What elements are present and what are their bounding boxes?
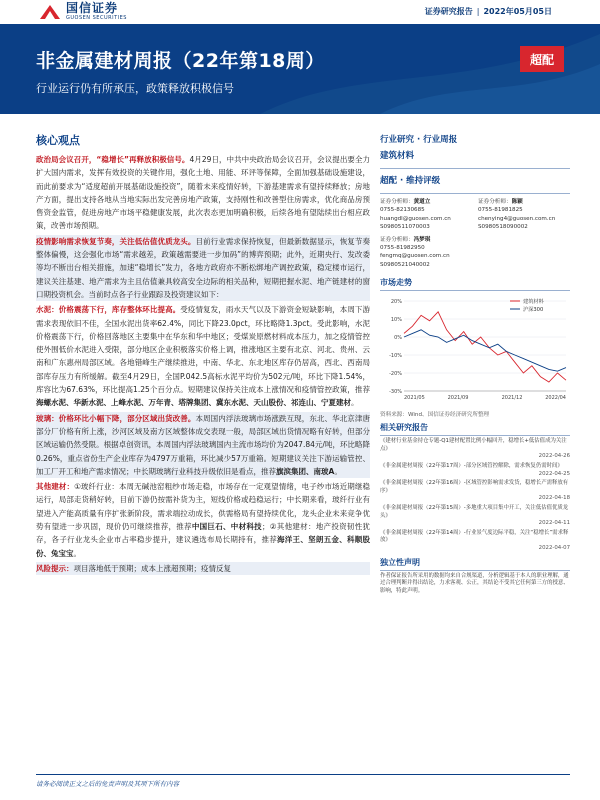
paragraph-lead: 其他建材： (36, 482, 75, 492)
recommended-stocks: 中国巨石、中材科技 (191, 522, 262, 532)
paragraph-body: 本周国内浮法玻璃市场涨跌互现，东北、华北京津唐部分厂价格有所上涨，沙河区域及南方区域整体成交表现一般，局部区域出货情况略有好转，但部分区域运输仍然受限。根据卓创资讯，本周国内浮法玻璃国内主流市场均价为2047.84元/吨，环比略降0.26%，重点省份生产企业库存为4797万重箱，环比减少57万重箱。短期建议关注下游运输管控、加工厂开工和地产需求情况；中长期玻璃行业科技升级依旧是看点，推荐 (36, 413, 370, 476)
independence-statement: 作者保证报告所采用的数据均来自合规渠道，分析逻辑基于本人的职业理解，通过合理判断并得出结论，力求客观、公正，其结论不受其它任何第三方的授意、影响，特此声明。 (380, 572, 569, 595)
related-report-date: 2022-04-18 (538, 495, 570, 502)
sidebar-rating: 超配 · 维持评级 (380, 176, 441, 186)
paragraph-lead: 政治局会议召开，“稳增长”再释放积极信号。 (36, 155, 190, 164)
paragraph-lead: 玻璃：价格环比小幅下降，部分区域出货改善。 (36, 413, 196, 423)
paragraph-policy (36, 153, 370, 233)
y-tick-label: -30% (389, 389, 402, 396)
y-tick-label: 20% (390, 299, 402, 306)
analyst-license: S0980511070003 (380, 224, 430, 231)
y-tick-label: 10% (390, 317, 402, 324)
related-reports-list (380, 438, 570, 552)
paragraph-body: 受疫情复发，雨水天气以及下游资金短缺影响，本周下游需求表现依旧不佳，全国水泥出货率62.4%，同比下降23.0pct，环比略降1.3pct。受此影响，水泥价格震荡下行，价格回落地区主要集中在华东和华中地区；受煤炭原燃材料成本压力，加之疫情管控使外围低价水泥进入受限，部分地区企业积极落实价格上调，推涨地区主要有北京、河北、贵州、云南和广东惠州局部区域。各地错峰生产继续推进，中南、华北、东北地区库存仍居高，西北、西南局部库存压力有所缓解。截至4月29日，全国P.042.5高标水泥平均价为502元/吨，环比下降1.54%，库容比为67.63%，环比提高1.25个百分点。短期建议保持关注成本上涨情况和疫情管控政策，推荐 (36, 305, 371, 395)
related-reports-title: 相关研究报告 (380, 422, 570, 436)
analyst-email[interactable]: huangdl@guosen.com.cn (380, 215, 451, 222)
sidebar-industry: 建筑材料 (380, 151, 415, 161)
related-report-text: 《非金属建材周报（22年第14周）-行业景气度边际平稳，关注“稳增长”需求释放》 (380, 529, 569, 544)
related-report-item[interactable] (380, 463, 570, 478)
analyst-phone: 0755-81981825 (478, 207, 523, 214)
related-report-date: 2022-04-26 (538, 453, 570, 460)
y-tick-label: -20% (389, 371, 402, 378)
x-tick-label: 2022/04 (545, 395, 566, 402)
paragraph-body: ①玻纤行业：本周无碱池窑粗纱市场走稳，市场存在一定观望情绪，电子纱市场近期继稳运行，局部走货稍好转，目前下游仍按需补货为主，短线价格或趋稳运行；中长期来看，玻纤行业有望进入产能高质量有序扩张新阶段，需求端拉动成长，供需格局有望持续优化，龙头企业未来竞争优势有望进一步巩固，现价仍可继续推荐，推荐 (36, 482, 370, 532)
logo-text-cn: 国信证券 (66, 1, 119, 15)
market-trend-chart (380, 295, 570, 407)
recommended-stocks: 海螺水泥、华新水泥、上峰水泥、万年青、塔牌集团、冀东水泥、天山股份、祁连山、宁夏建材 (36, 398, 351, 408)
rating-badge: 超配 (520, 46, 564, 72)
related-report-date: 2022-04-11 (538, 520, 570, 527)
chart-svg (380, 295, 570, 407)
document-meta: 证券研究报告 | 2022年05月05日 (424, 7, 552, 16)
chart-source: 资料来源：Wind、国信证券经济研究所整理 (380, 412, 490, 419)
title-banner (0, 24, 600, 114)
x-tick-label: 2021/09 (447, 395, 469, 402)
related-report-item[interactable] (380, 480, 570, 503)
report-subtitle: 行业运行仍有所承压，政策释放积极信号 (36, 82, 234, 95)
x-tick-label: 2021/12 (501, 395, 523, 402)
paragraph-lead: 疫情影响需求恢复节奏，关注低估值优质龙头。 (36, 236, 196, 246)
paragraph-risk (36, 562, 370, 575)
related-report-item[interactable] (380, 438, 570, 461)
recommended-stocks: 旗滨集团、南玻A (276, 466, 335, 476)
y-tick-label: -10% (389, 353, 402, 360)
analyst-name: 黄道立 (413, 199, 431, 205)
analyst-email[interactable]: chenying4@guosen.com.cn (478, 215, 556, 222)
report-type: 证券研究报告 (424, 7, 473, 16)
related-report-item[interactable] (380, 530, 570, 553)
related-report-item[interactable] (380, 505, 570, 528)
related-report-text: 《非金属建材周报（22年第17周）-部分区域管控解除，需求恢复仍需时间》 (380, 463, 563, 470)
analyst-card: 证券分析师：陈颖 0755-81981825 chenying4@guosen.com.cn S0980518090002 (478, 198, 570, 232)
paragraph-lead: 风险提示： (36, 563, 74, 573)
analyst-list (380, 198, 570, 273)
series-line (404, 312, 566, 382)
page-footer (36, 774, 570, 788)
related-report-date: 2022-04-25 (538, 470, 570, 477)
logo-icon (38, 3, 62, 21)
analyst-license: S0980521040002 (380, 261, 430, 268)
related-report-text: 《建材行业基金持仓专题-Q1建材配置比例小幅回升，稳增长+低估值成为关注点》 (380, 438, 567, 452)
related-report-text: 《非金属建材周报（22年第15周）-多地重大项目集中开工，关注低估值优质龙头》 (380, 505, 569, 519)
chart-title: 市场走势 (380, 277, 570, 291)
analyst-card: 证券分析师：冯梦琪 0755-81982950 fengmq@guosen.com.cn S0980521040002 (380, 236, 472, 270)
paragraph-other: 其他建材：①玻纤行业：本周无碱池窑粗纱市场走稳，市场存在一定观望情绪，电子纱市场近期继稳运行，局部走货稍好转，目前下游仍按需补货为主，短线价格或趋稳运行；中长期来看，玻纤行业有望进入产能高质量有序扩张新阶段，需求端拉动成长，供需格局有望持续优化，龙头企业未来竞争优势有望进一步巩固，现价仍可继续推荐，推荐中国巨石、中材科技；②其他建材：地产投资韧性犹存，各子行业龙头企业市占率稳步提升，建议遴选布局长期持有，推荐海洋王、坚朗五金、科顺股份、兔宝宝。 (36, 482, 371, 558)
paragraph-body: 项目落地低于预期；成本上涨超预期；疫情反复 (73, 563, 231, 573)
section-title: 核心观点 (36, 134, 80, 147)
analyst-email[interactable]: fengmq@guosen.com.cn (380, 253, 450, 260)
paragraph-cement: 水泥：价格震荡下行，库存整体环比提高。受疫情复发，雨水天气以及下游资金短缺影响，本周下游需求表现依旧不佳，全国水泥出货率62.4%，同比下降23.0pct，环比略降1.3pct。受此影响，水泥价格震荡下行，价格回落地区主要集中在华东和华中地区；受煤炭原燃材料成本压力，加之疫情管控使外围低价水泥进入受限，部分地区企业积极落实价格上调，推涨地区主要有北京、河北、贵州、云南和广东惠州局部区域。各地错峰生产继续推进，中南、华北、东北地区库存仍居高，西北、西南局部库存压力有所缓解。截至4月29日，全国P.042.5高标水泥平均价为502元/吨，环比下降1.54%，库容比为67.63%，环比提高1.25个百分点。短期建议保持关注成本上涨情况和疫情管控政策，推荐海螺水泥、华新水泥、上峰水泥、万年青、塔牌集团、冀东水泥、天山股份、祁连山、宁夏建材。 (36, 305, 371, 408)
paragraph-body: 4月29日，中共中央政治局会议召开，会议提出要全力扩大国内需求，发挥有效投资的关键作用，强化土地、用能、环评等保障，全面加强基础设施建设，而此前要求为“适度超前开展基础设施投资”，随着未来疫情好转，下游基建需求有望持续释放；房地产方面，提出支持各地从当地实际出发完善房地产政策，支持刚性和改善型住房需求，优化商品房预售资金监管，促进房地产市场平稳健康发展，此次表态更加明确积极，后续各地有望陆续出台相应政策，改善市场预期。 (36, 155, 370, 231)
analyst-phone: 0755-81982950 (380, 245, 425, 252)
paragraph-demand (36, 235, 370, 301)
series-line (404, 330, 566, 371)
legend-label: 沪深300 (523, 307, 544, 314)
paragraph-lead: 水泥：价格震荡下行，库存整体环比提高。 (36, 305, 181, 315)
brand-logo (38, 2, 127, 21)
top-bar (0, 0, 600, 24)
recommended-stocks: 海洋王、坚朗五金、科顺股份、兔宝宝 (36, 535, 371, 558)
analyst-license: S0980518090002 (478, 224, 528, 231)
analyst-phone: 0755-82130685 (380, 207, 425, 214)
analyst-card: 证券分析师：黄道立 0755-82130685 huangdl@guosen.com.cn S0980511070003 (380, 198, 472, 232)
report-title: 非金属建材周报（22年第18周） (36, 50, 325, 72)
logo-text-en: GUOSEN SECURITIES (66, 15, 127, 21)
sidebar-category: 行业研究 · 行业周报 (380, 135, 458, 145)
analyst-name: 陈颖 (511, 199, 523, 205)
independence-title: 独立性声明 (380, 557, 570, 571)
sidebar (380, 132, 570, 596)
paragraph-glass: 玻璃：价格环比小幅下降，部分区域出货改善。本周国内浮法玻璃市场涨跌互现，东北、华北京津唐部分厂价格有所上涨，沙河区域及南方区域整体成交表现一般，局部区域出货情况略有好转，但部分区域运输仍然受限。根据卓创资讯，本周国内浮法玻璃国内主流市场均价为2047.84元/吨，环比略降0.26%，重点省份生产企业库存为4797万重箱，环比减少57万重箱。短期建议关注下游运输管控、加工厂开工和地产需求情况；中长期玻璃行业科技升级依旧是看点，推荐旗滨集团、南玻A。 (36, 412, 370, 478)
paragraph-body: 目前行业需求保持恢复，但最新数据显示，恢复节奏整体偏慢，这会强化市场“需求越差，政策越需要进一步加码”的博弈预期；此外，近期央行、发改委等均不断出台相关措施，加速“稳增长”发力，各地方政府亦不断松绑地产调控政策，稳定楼市运行，建议关注基建、地产需求为主且估值兼具较高安全边际的相关品种，短期把握水泥、地产链建材的窗口期投资机会。当前时点各子行业跟踪及投资建议如下： (36, 236, 370, 299)
footer-disclaimer: 请务必阅读正文之后的免责声明及其项下所有内容 (36, 780, 179, 788)
main-content (36, 132, 370, 577)
analyst-name: 冯梦琪 (413, 236, 431, 243)
related-report-text: 《非金属建材周报（22年第16周）-区域管控影响需求发货，稳增长产需释放有序》 (380, 480, 569, 494)
related-report-date: 2022-04-07 (538, 544, 570, 551)
legend-label: 建筑材料 (523, 299, 544, 306)
report-date: 2022年05月05日 (483, 7, 552, 16)
y-tick-label: 0% (394, 335, 402, 342)
x-tick-label: 2021/05 (404, 395, 425, 402)
